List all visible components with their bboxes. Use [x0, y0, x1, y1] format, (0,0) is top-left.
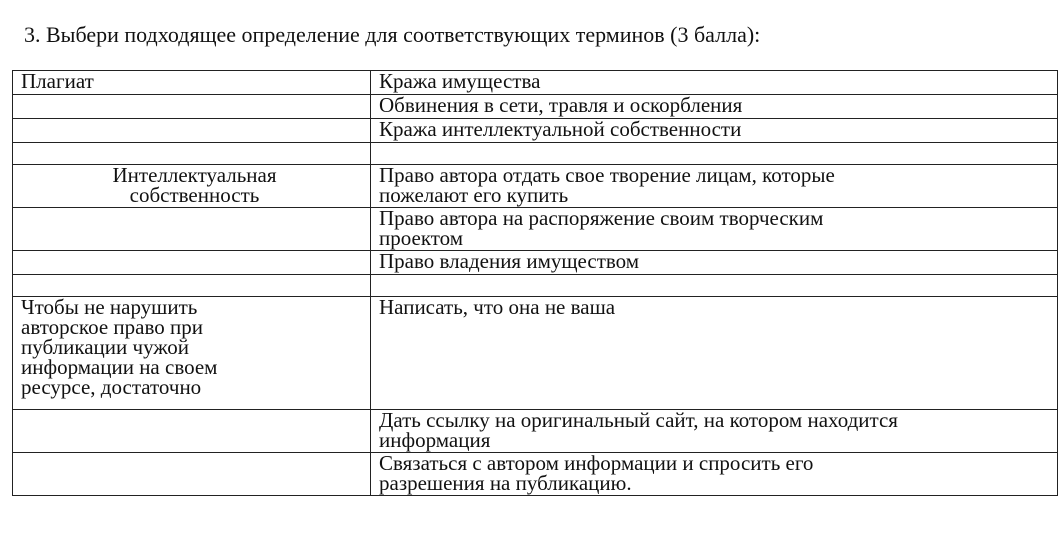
table-row-empty	[13, 275, 1058, 297]
table-row	[13, 251, 1058, 275]
definition-text: Дать ссылку на оригинальный сайт, на котором находится информация	[379, 408, 898, 452]
definition-text: Обвинения в сети, травля и оскорбления	[379, 93, 743, 117]
table-row	[13, 297, 1058, 410]
table-row	[13, 165, 1058, 208]
table-row-empty	[13, 143, 1058, 165]
table-row	[13, 95, 1058, 119]
definition-cell	[371, 71, 1058, 95]
definition-text: Связаться с автором информации и спросить его разрешения на публикацию.	[379, 451, 814, 495]
definition-cell	[371, 165, 1058, 208]
table-row	[13, 410, 1058, 453]
definition-text: Кража интеллектуальной собственности	[379, 117, 742, 141]
term-cell	[13, 275, 371, 297]
definition-cell	[371, 410, 1058, 453]
term-cell	[13, 95, 371, 119]
term-text: Плагиат	[21, 69, 94, 93]
table-row	[13, 208, 1058, 251]
definition-text: Право владения имуществом	[379, 249, 640, 273]
table-row	[13, 71, 1058, 95]
definition-cell	[371, 208, 1058, 251]
term-cell	[13, 119, 371, 143]
term-text: Интеллектуальная собственность	[112, 163, 277, 207]
table-row	[13, 119, 1058, 143]
term-cell	[13, 251, 371, 275]
definition-cell	[371, 251, 1058, 275]
definition-cell	[371, 143, 1058, 165]
definition-text: Право автора на распоряжение своим творческим проектом	[379, 206, 824, 250]
term-cell	[13, 297, 371, 410]
definition-cell	[371, 95, 1058, 119]
term-cell	[13, 453, 371, 496]
term-text: Чтобы не нарушить авторское право при публикации чужой информации на своем ресурсе, достаточно	[21, 295, 218, 399]
term-cell	[13, 410, 371, 453]
term-cell	[13, 165, 371, 208]
term-cell	[13, 208, 371, 251]
definition-text: Написать, что она не ваша	[379, 295, 616, 319]
definition-text: Кража имущества	[379, 69, 541, 93]
term-cell	[13, 71, 371, 95]
definition-cell	[371, 119, 1058, 143]
table-row	[13, 453, 1058, 496]
question-heading: 3. Выбери подходящее определение для соответствующих терминов (3 балла):	[24, 22, 761, 47]
matching-table	[12, 70, 1058, 496]
definition-cell	[371, 297, 1058, 410]
definition-cell	[371, 275, 1058, 297]
definition-cell	[371, 453, 1058, 496]
definition-text: Право автора отдать свое творение лицам, которые пожелают его купить	[379, 163, 835, 207]
term-cell	[13, 143, 371, 165]
